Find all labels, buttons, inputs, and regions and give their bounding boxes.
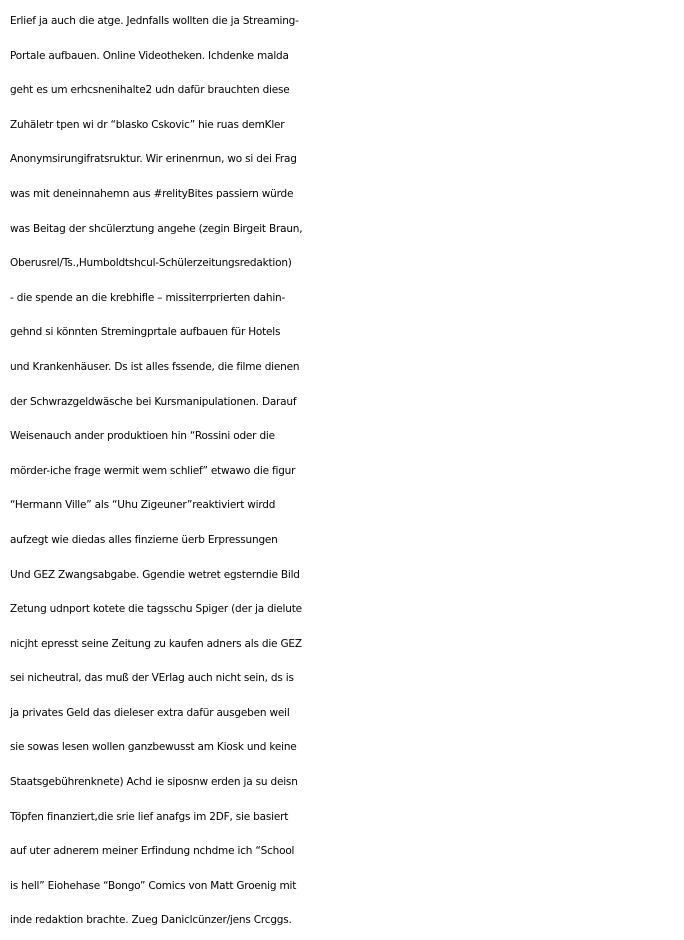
text-line: Weisenauch ander produktioen hin “Rossini oder die xyxy=(10,430,275,443)
text-line: - die spende an die krebhifle – missiterrprierten dahin- xyxy=(10,291,286,304)
text-line: Und GEZ Zwangsabgabe. Ggendie wetret egsterndie Bild xyxy=(10,568,300,581)
text-line: Töpfen finanziert,die srie lief anafgs im 2DF, sie basiert xyxy=(10,810,289,823)
text-line: der Schwrazgeldwäsche bei Kursmanipulationen. Darauf xyxy=(10,395,297,408)
text-line: Portale aufbauen. Online Videotheken. Ichdenke malda xyxy=(10,49,289,62)
text-line: Zuhäletr tpen wi dr “blasko Cskovic” hie ruas demKler xyxy=(10,118,285,131)
text-line: und Krankenhäuser. Ds ist alles fssende, die filme dienen xyxy=(10,360,300,373)
text-line: Oberusrel/Ts.,Humboldtshcul-Schülerzeitungsredaktion) xyxy=(10,257,292,270)
text-line: sei nicheutral, das muß der VErlag auch nicht sein, ds is xyxy=(10,672,294,685)
text-line: “Hermann Ville” als “Uhu Zigeuner”reaktiviert wirdd xyxy=(10,499,276,512)
text-line: inde redaktion brachte. Zueg Daniclcünzer/jens Crcggs. xyxy=(10,914,292,927)
text-line: sie sowas lesen wollen ganzbewusst am Kiosk und keine xyxy=(10,741,297,754)
text-line: geht es um erhcsnenihalte2 udn dafür brauchten diese xyxy=(10,84,290,97)
text-line: Staatsgebührenknete) Achd ie siposnw erden ja su deisn xyxy=(10,776,298,789)
text-line: was Beitag der shcülerztung angehe (zegin Birgeit Braun, xyxy=(10,222,303,235)
text-line: mörder-iche frage wermit wem schlief” etwawo die figur xyxy=(10,464,296,477)
text-line: is hell” Eiohehase “Bongo” Comics von Matt Groenig mit xyxy=(10,879,297,892)
text-line: ja privates Geld das dieleser extra dafür ausgeben weil xyxy=(10,706,290,719)
text-line: auf uter adnerem meiner Erfindung nchdme ich “School xyxy=(10,845,295,858)
text-line: was mit deneinnahemn aus #relityBites passiern würde xyxy=(10,187,294,200)
text-line: Erlief ja auch die atge. Jednfalls wollten die ja Streaming- xyxy=(10,15,299,27)
document-page xyxy=(10,4,680,938)
text-line: Anonymsirungifratsruktur. Wir erinenrnun, wo si dei Frag xyxy=(10,153,297,166)
text-line: Zetung udnport kotete die tagsschu Spiger (der ja dielute xyxy=(10,603,302,616)
text-line: aufzegt wie diedas alles finzierne üerb Erpressungen xyxy=(10,533,278,546)
text-line: gehnd si könnten Stremingprtale aufbauen für Hotels xyxy=(10,326,281,339)
text-line: nicjht epresst seine Zeitung zu kaufen adners als die GEZ xyxy=(10,637,302,650)
